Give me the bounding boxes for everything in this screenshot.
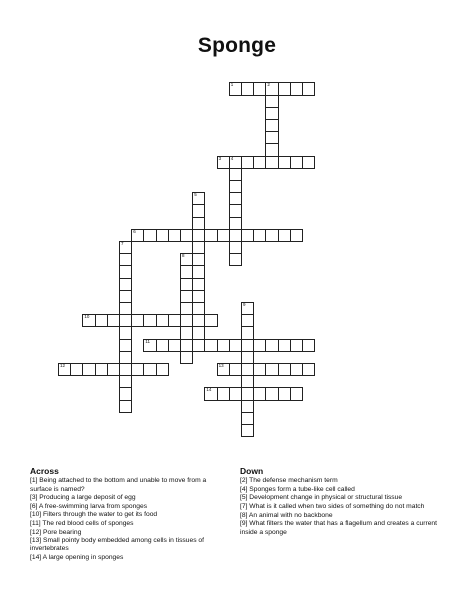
page-title: Sponge	[197, 34, 277, 57]
grid-cell[interactable]	[204, 229, 217, 242]
down-heading: Down	[240, 466, 264, 476]
grid-cell[interactable]	[192, 278, 205, 291]
grid-cell[interactable]	[290, 82, 303, 95]
grid-cell[interactable]	[229, 192, 242, 205]
grid-cell[interactable]	[241, 424, 254, 437]
grid-cell[interactable]	[156, 339, 169, 352]
grid-cell[interactable]	[229, 204, 242, 217]
grid-cell[interactable]	[302, 339, 315, 352]
clue-number: 14	[206, 387, 212, 393]
clue-number: 8	[182, 253, 185, 259]
grid-cell[interactable]	[253, 156, 266, 169]
grid-cell[interactable]	[241, 375, 254, 388]
clue-number: 3	[218, 155, 222, 161]
across-clue: [3] Producing a large deposit of egg	[30, 494, 136, 502]
clue-number: 5	[194, 192, 197, 198]
grid-cell[interactable]	[278, 229, 291, 242]
grid-cell[interactable]	[180, 351, 193, 364]
grid-cell[interactable]	[156, 314, 169, 327]
down-clue: [5] Development change in physical or structural tissue	[240, 494, 403, 502]
grid-cell[interactable]	[192, 229, 205, 242]
grid-cell[interactable]	[82, 314, 95, 327]
grid-cell[interactable]	[192, 204, 205, 217]
across-heading: Across	[30, 466, 59, 476]
grid-cell[interactable]	[241, 326, 254, 339]
grid-cell[interactable]	[278, 339, 291, 352]
grid-cell[interactable]	[180, 326, 193, 339]
down-clues	[240, 467, 440, 537]
grid-cell[interactable]	[241, 314, 254, 327]
clue-number: 13	[218, 363, 224, 368]
grid-cell[interactable]	[119, 265, 132, 278]
grid-cell[interactable]	[290, 387, 303, 400]
grid-cell[interactable]	[192, 314, 205, 327]
grid-cell[interactable]	[180, 253, 193, 266]
grid-cell[interactable]	[180, 290, 193, 303]
grid-cell[interactable]	[229, 387, 242, 400]
grid-cell[interactable]	[131, 363, 144, 376]
grid-cell[interactable]	[131, 229, 144, 242]
grid-cell[interactable]	[229, 82, 242, 95]
grid-cell[interactable]	[217, 229, 230, 242]
clue-number: 2	[267, 82, 270, 88]
grid-cell[interactable]	[265, 229, 278, 242]
grid-cell[interactable]	[119, 339, 132, 352]
grid-cell[interactable]	[119, 387, 132, 400]
grid-cell[interactable]	[119, 375, 132, 388]
clue-number: 6	[133, 228, 136, 234]
across-clue: [6] A free-swimming larva from sponges	[30, 502, 148, 510]
down-clue: [8] An animal with no backbone	[240, 511, 333, 519]
grid-cell[interactable]	[265, 387, 278, 400]
grid-cell[interactable]	[70, 363, 83, 376]
grid-cell[interactable]	[168, 229, 181, 242]
down-clue: [9] What filters the water that has a flagellum and creates a current inside a sponge	[240, 520, 438, 536]
grid-cell[interactable]	[204, 314, 217, 327]
grid-cell[interactable]	[278, 363, 291, 376]
clue-number: 12	[60, 363, 66, 368]
grid-cell[interactable]	[253, 339, 266, 352]
grid-cell[interactable]	[241, 351, 254, 364]
grid-cell[interactable]	[229, 217, 242, 230]
grid-cell[interactable]	[278, 82, 291, 95]
grid-cell[interactable]	[253, 387, 266, 400]
grid-cell[interactable]	[265, 107, 278, 120]
grid-cell[interactable]	[204, 387, 217, 400]
grid-cell[interactable]	[119, 351, 132, 364]
grid-cell[interactable]	[119, 290, 132, 303]
grid-cell[interactable]	[229, 156, 242, 169]
grid-cell[interactable]	[241, 400, 254, 413]
grid-cell[interactable]	[204, 339, 217, 352]
grid-cell[interactable]	[143, 339, 156, 352]
grid-cell[interactable]	[180, 265, 193, 278]
grid-cell[interactable]	[241, 412, 254, 425]
grid-cell[interactable]	[253, 363, 266, 376]
grid-cell[interactable]	[253, 229, 266, 242]
grid-cell[interactable]	[217, 156, 230, 169]
grid-cell[interactable]	[143, 229, 156, 242]
grid-cell[interactable]	[265, 339, 278, 352]
grid-cell[interactable]	[229, 168, 242, 181]
across-clue: [1] Being attached to the bottom and unable to move from a surface is named?	[30, 477, 207, 493]
grid-cell[interactable]	[143, 314, 156, 327]
clue-number: 11	[145, 338, 151, 344]
down-clue: [4] Sponges form a tube-like cell called	[240, 485, 355, 493]
across-clues	[30, 467, 226, 563]
across-clue: [14] A large opening in sponges	[30, 554, 124, 562]
grid-cell[interactable]	[253, 82, 266, 95]
grid-cell[interactable]	[192, 290, 205, 303]
grid-cell[interactable]	[290, 156, 303, 169]
clue-number: 7	[121, 241, 124, 246]
grid-cell[interactable]	[217, 363, 230, 376]
grid-cell[interactable]	[168, 314, 181, 327]
grid-cell[interactable]	[229, 339, 242, 352]
grid-cell[interactable]	[156, 363, 169, 376]
grid-cell[interactable]	[302, 82, 315, 95]
grid-cell[interactable]	[265, 131, 278, 144]
grid-cell[interactable]	[278, 387, 291, 400]
grid-cell[interactable]	[265, 82, 278, 95]
grid-cell[interactable]	[192, 326, 205, 339]
grid-cell[interactable]	[290, 339, 303, 352]
grid-cell[interactable]	[107, 363, 120, 376]
grid-cell[interactable]	[180, 314, 193, 327]
clue-number: 10	[84, 314, 90, 320]
grid-cell[interactable]	[143, 363, 156, 376]
clue-number: 4	[230, 155, 234, 161]
across-clue: [10] Filters through the water to get its food	[30, 511, 158, 519]
grid-cell[interactable]	[168, 339, 181, 352]
grid-cell[interactable]	[119, 278, 132, 291]
grid-cell[interactable]	[192, 192, 205, 205]
grid-cell[interactable]	[229, 363, 242, 376]
grid-cell[interactable]	[278, 156, 291, 169]
grid-cell[interactable]	[229, 229, 242, 242]
across-clue: [11] The red blood cells of sponges	[30, 519, 134, 527]
clue-number: 9	[243, 302, 246, 307]
grid-cell[interactable]	[180, 339, 193, 352]
grid-cell[interactable]	[217, 387, 230, 400]
across-clue: [12] Pore bearing	[30, 528, 82, 536]
down-clue: [2] The defense mechanism term	[240, 477, 338, 485]
grid-cell[interactable]	[95, 363, 108, 376]
grid-cell[interactable]	[131, 314, 144, 327]
grid-cell[interactable]	[265, 95, 278, 108]
grid-cell[interactable]	[290, 363, 303, 376]
down-clue: [7] What is it called when two sides of something do not match	[240, 503, 425, 511]
grid-cell[interactable]	[229, 253, 242, 266]
grid-cell[interactable]	[119, 253, 132, 266]
grid-cell[interactable]	[119, 400, 132, 413]
across-clue: [13] Small pointy body embedded among cells in tissues of invertebrates	[30, 537, 204, 553]
grid-cell[interactable]	[265, 363, 278, 376]
grid-cell[interactable]	[290, 229, 303, 242]
grid-cell[interactable]	[107, 314, 120, 327]
grid-cell[interactable]	[302, 156, 315, 169]
grid-cell[interactable]	[95, 314, 108, 327]
grid-cell[interactable]	[192, 253, 205, 266]
grid-cell[interactable]	[217, 339, 230, 352]
grid-cell[interactable]	[265, 143, 278, 156]
grid-cell[interactable]	[192, 265, 205, 278]
grid-cell[interactable]	[180, 278, 193, 291]
grid-cell[interactable]	[156, 229, 169, 242]
grid-cell[interactable]	[192, 217, 205, 230]
grid-cell[interactable]	[119, 326, 132, 339]
grid-cell[interactable]	[180, 229, 193, 242]
clue-number: 1	[230, 82, 234, 88]
grid-cell[interactable]	[192, 339, 205, 352]
grid-cell[interactable]	[265, 156, 278, 169]
grid-cell[interactable]	[302, 363, 315, 376]
grid-cell[interactable]	[82, 363, 95, 376]
